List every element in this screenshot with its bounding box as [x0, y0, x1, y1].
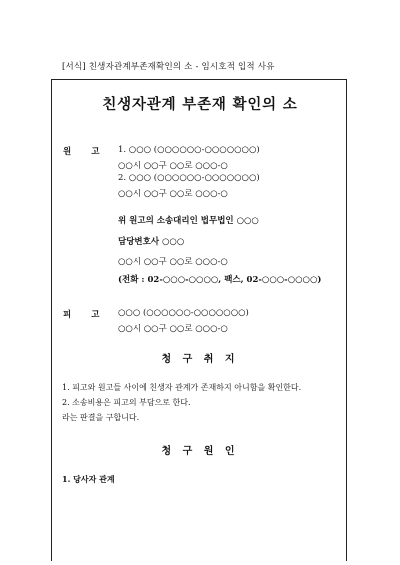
- document-header: [서식] 친생자관계부존재확인의 소 - 임시호적 입적 사유: [62, 62, 275, 72]
- claim-purpose-line: 라는 판결을 구합니다.: [62, 413, 140, 422]
- document-title: 친생자관계 부존재 확인의 소: [102, 96, 298, 113]
- agent-line: ○○시 ○○구 ○○로 ○○○-○: [118, 257, 228, 267]
- claim-purpose-line: 2. 소송비용은 피고의 부담으로 한다.: [62, 398, 191, 407]
- defendant-line: ○○○ (○○○○○○-○○○○○○○): [118, 308, 249, 318]
- defendant-label-char-2: 고: [91, 310, 100, 320]
- claim-purpose-line: 1. 피고와 원고들 사이에 친생자 관계가 존재하지 아니함을 확인한다.: [62, 383, 302, 392]
- defendant-label: [63, 308, 99, 320]
- agent-line: 담당변호사 ○○○: [118, 237, 185, 247]
- plaintiff-line: ○○시 ○○구 ○○로 ○○○-○: [118, 161, 228, 171]
- plaintiff-line: 1. ○○○ (○○○○○○-○○○○○○○): [118, 145, 260, 155]
- plaintiff-label: [63, 145, 99, 157]
- claim-purpose-title: 청 구 취 지: [161, 354, 239, 365]
- defendant-line: ○○시 ○○구 ○○로 ○○○-○: [118, 324, 228, 334]
- agent-line: (전화 : 02-○○○-○○○○, 팩스, 02-○○○-○○○○): [118, 275, 322, 285]
- defendant-label-char-1: 피: [63, 310, 72, 320]
- plaintiff-label-char-2: 고: [91, 147, 100, 157]
- plaintiff-line: 2. ○○○ (○○○○○○-○○○○○○○): [118, 173, 260, 183]
- agent-line: 위 원고의 소송대리인 법무법인 ○○○: [118, 216, 259, 226]
- claim-cause-first-item: 1. 당사자 관계: [62, 474, 115, 484]
- plaintiff-line: ○○시 ○○구 ○○로 ○○○-○: [118, 189, 228, 199]
- plaintiff-label-char-1: 원: [63, 147, 72, 157]
- claim-cause-title: 청 구 원 인: [161, 446, 239, 457]
